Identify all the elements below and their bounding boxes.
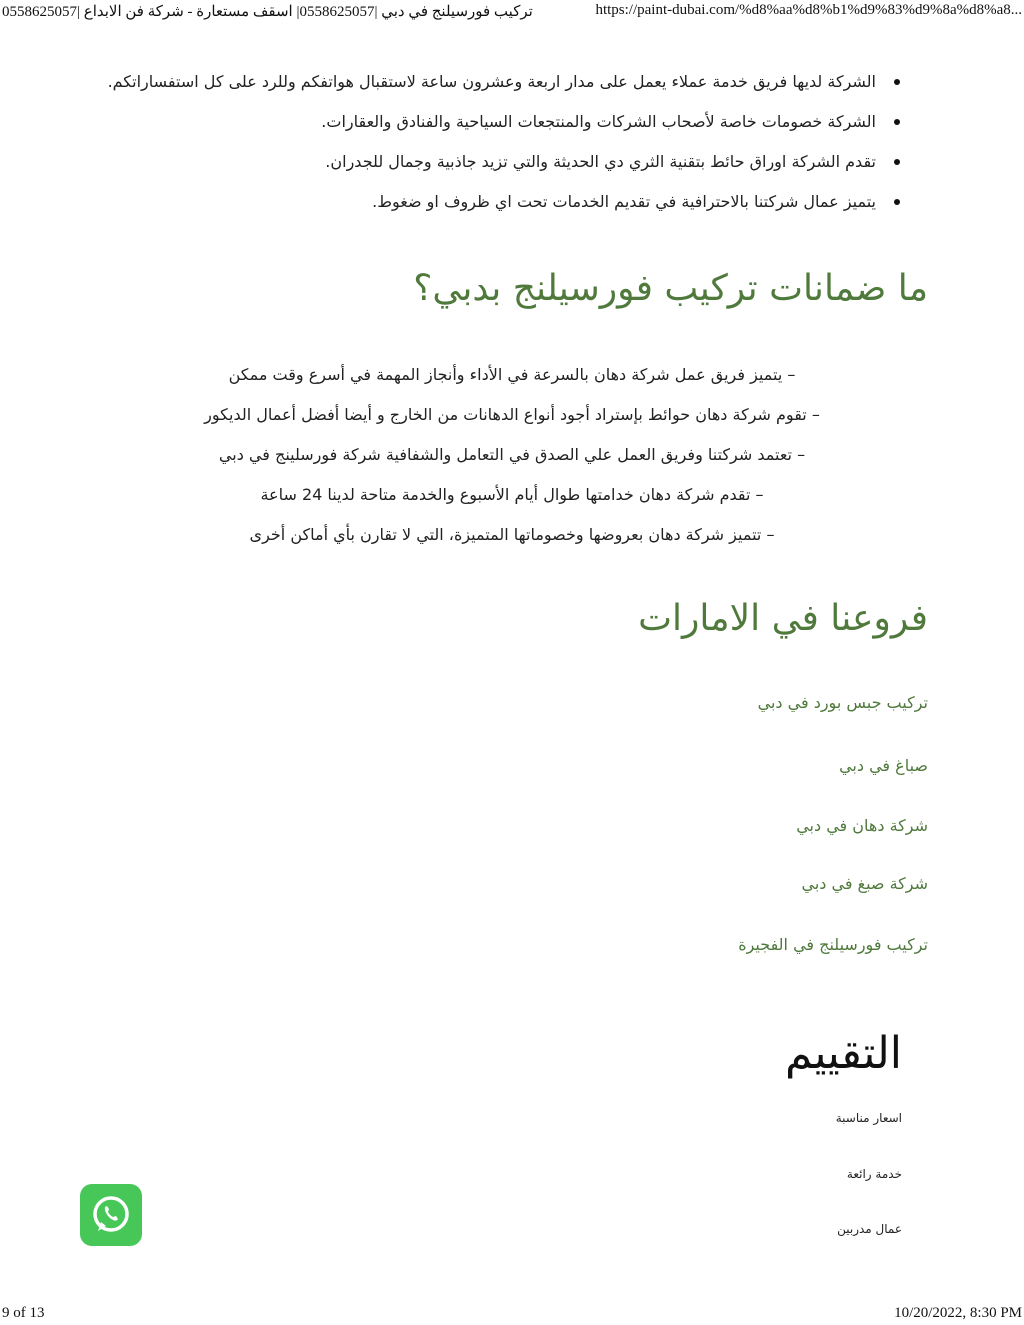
browser-page-title: تركيب فورسيلنج في دبي |0558625057| اسقف مستعارة - شركة فن الابداع |0558625057 (2, 4, 533, 20)
feature-item: الشركة خصومات خاصة لأصحاب الشركات والمنتجعات السياحية والفنادق والعقارات. (96, 102, 876, 142)
print-datetime: 10/20/2022, 8:30 PM (894, 1305, 1022, 1321)
branch-link-false-ceiling-fujairah[interactable]: تركيب فورسيلنج في الفجيرة (738, 935, 928, 954)
guarantee-item: – تقوم شركة دهان حوائط بإستراد أجود أنواع الدهانات من الخارج و أيضا أفضل أعمال الديكور (204, 405, 820, 424)
feature-item: يتميز عمال شركتنا بالاحترافية في تقديم الخدمات تحت اي ظروف او ضغوط. (96, 182, 876, 222)
guarantees-list (0, 355, 1024, 555)
whatsapp-icon (88, 1192, 134, 1238)
guarantee-item: – تعتمد شركتنا وفريق العمل علي الصدق في التعامل والشفافية شركة فورسلينج في دبي (218, 445, 806, 464)
guarantee-item: – تتميز شركة دهان بعروضها وخصوماتها المتميزة، التي لا تقارن بأي أماكن أخرى (249, 525, 775, 544)
feature-item: الشركة لديها فريق خدمة عملاء يعمل على مدار اربعة وعشرون ساعة لاستقبال هواتفكم وللرد على كل استفساراتكم. (96, 62, 876, 102)
branch-link-painter-dubai[interactable]: صباغ في دبي (839, 756, 928, 775)
branch-link-paint-company-dubai[interactable]: شركة دهان في دبي (796, 816, 928, 835)
bullet-icon (894, 119, 900, 125)
feature-item: تقدم الشركة اوراق حائط بتقنية الثري دي الحديثة والتي تزيد جاذبية وجمال للجدران. (96, 142, 876, 182)
branch-link-gypsum-board-dubai[interactable]: تركيب جبس بورد في دبي (757, 693, 928, 712)
whatsapp-button[interactable] (80, 1184, 142, 1246)
rating-title: التقييم (784, 1028, 902, 1079)
features-list (96, 62, 904, 222)
page-counter: 9 of 13 (2, 1305, 45, 1321)
guarantee-item: – يتميز فريق عمل شركة دهان بالسرعة في الأداء وأنجاز المهمة في أسرع وقت ممكن (228, 365, 796, 384)
branch-link-dye-company-dubai[interactable]: شركة صبغ في دبي (801, 874, 928, 893)
branches-heading: فروعنا في الامارات (638, 598, 928, 639)
rating-item: اسعار مناسبة (835, 1111, 902, 1125)
browser-url: https://paint-dubai.com/%d8%aa%d8%b1%d9%83%d9%8a%d8%a8... (595, 2, 1022, 18)
guarantee-item: – تقدم شركة دهان خدامتها طوال أيام الأسبوع والخدمة متاحة لدينا 24 ساعة (260, 485, 764, 504)
bullet-icon (894, 199, 900, 205)
guarantees-heading: ما ضمانات تركيب فورسيلنج بدبي؟ (413, 268, 928, 309)
bullet-icon (894, 159, 900, 165)
rating-item: عمال مدربين (837, 1222, 902, 1236)
rating-item: خدمة رائعة (846, 1167, 902, 1181)
bullet-icon (894, 79, 900, 85)
